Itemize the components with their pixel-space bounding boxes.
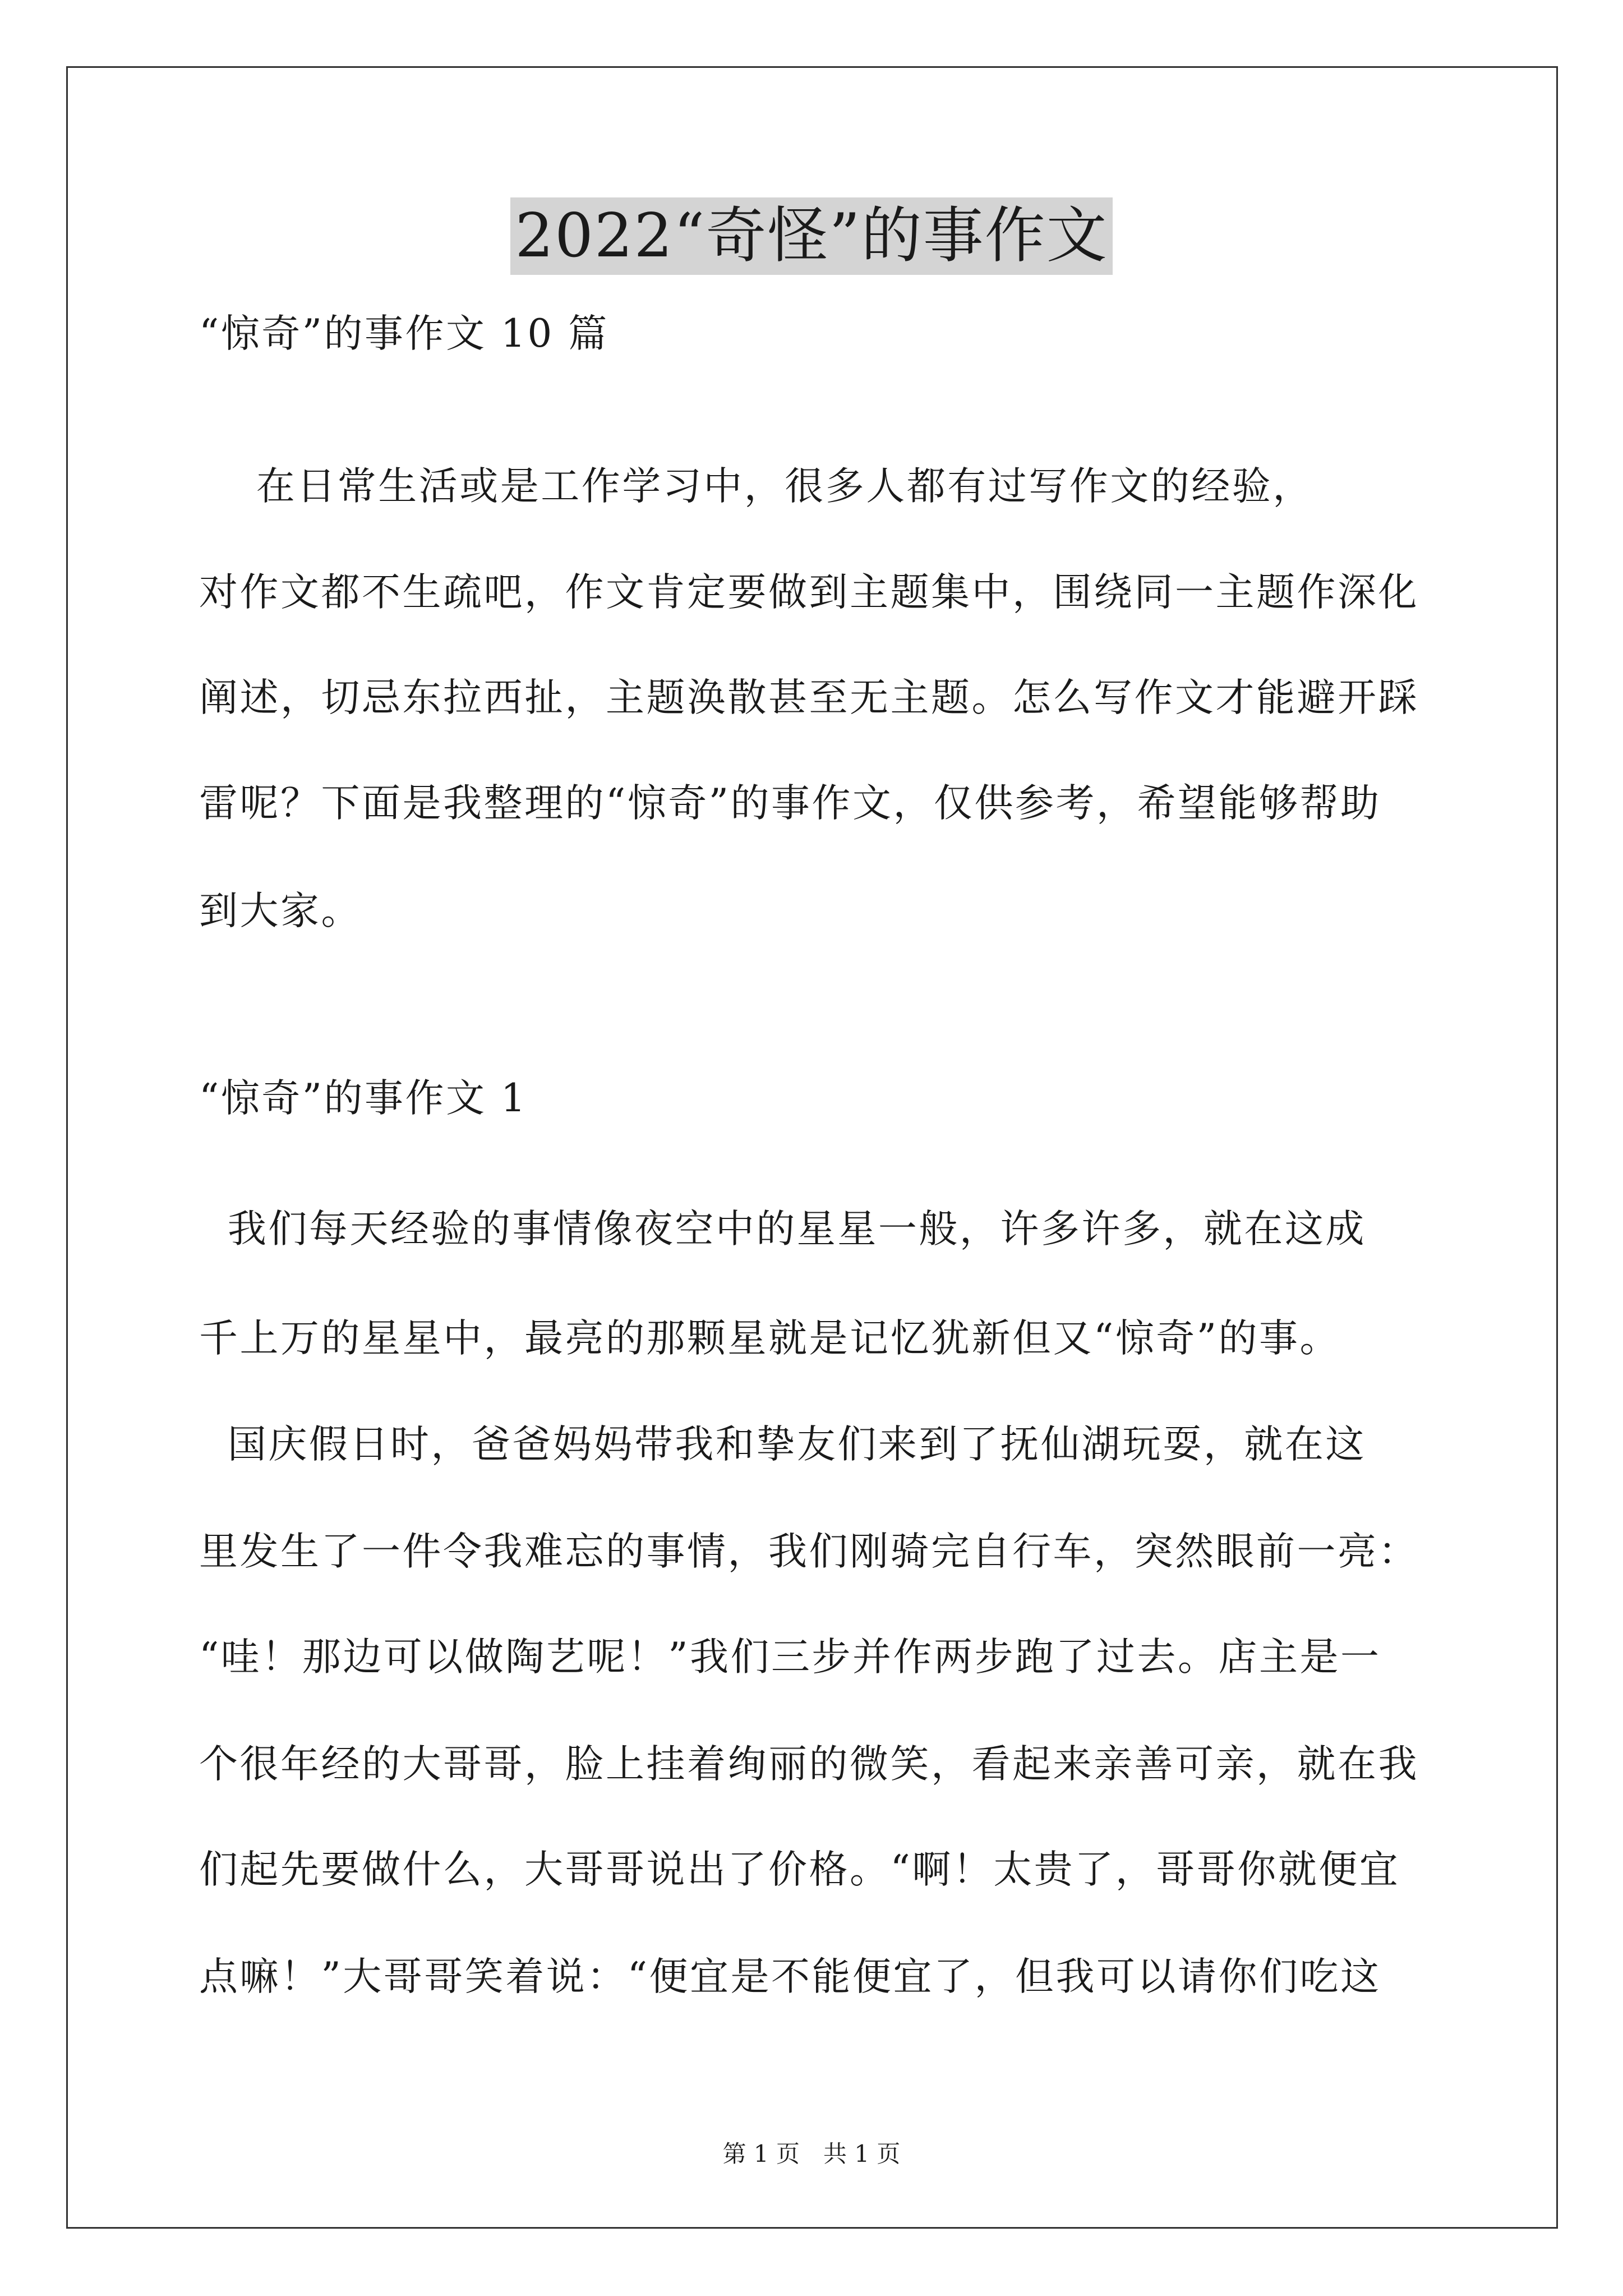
paragraph-line: “哇！那边可以做陶艺呢！”我们三步并作两步跑了过去。店主是一: [199, 1635, 1381, 1680]
paragraph-line: 对作文都不生疏吧，作文肯定要做到主题集中，围绕同一主题作深化: [199, 570, 1419, 615]
paragraph-line: 里发生了一件令我难忘的事情，我们刚骑完自行车，突然眼前一亮：: [199, 1529, 1419, 1574]
paragraph-line: 到大家。: [199, 889, 362, 933]
paragraph-line: 点嘛！”大哥哥笑着说：“便宜是不能便宜了，但我可以请你们吃这: [199, 1954, 1381, 1999]
paragraph-line: 我们每天经验的事情像夜空中的星星一般，许多许多，就在这成: [199, 1207, 1366, 1251]
paragraph-line: 国庆假日时，爸爸妈妈带我和挚友们来到了抚仙湖玩耍，就在这: [199, 1422, 1366, 1467]
paragraph-line: 雷呢？下面是我整理的“惊奇”的事作文，仅供参考，希望能够帮助: [199, 781, 1381, 826]
document-title: 2022“奇怪”的事作文: [510, 197, 1112, 275]
paragraph-line: 们起先要做什么，大哥哥说出了价格。“啊！太贵了，哥哥你就便宜: [199, 1847, 1400, 1892]
paragraph-line: 千上万的星星中，最亮的那颗星就是记忆犹新但又“惊奇”的事。: [199, 1316, 1341, 1361]
section-heading: “惊奇”的事作文 1: [199, 1076, 528, 1121]
page-border: [66, 66, 1558, 2229]
title-container: [0, 197, 1623, 275]
paragraph-line: 个很年经的大哥哥，脸上挂着绚丽的微笑，看起来亲善可亲，就在我: [199, 1742, 1419, 1787]
paragraph-line: 在日常生活或是工作学习中，很多人都有过写作文的经验，: [199, 464, 1313, 509]
paragraph-line: 阐述，切忌东拉西扯，主题涣散甚至无主题。怎么写作文才能避开踩: [199, 675, 1419, 720]
page-footer: 第 1 页 共 1 页: [722, 2140, 901, 2168]
subtitle-line: “惊奇”的事作文 10 篇: [199, 311, 609, 356]
